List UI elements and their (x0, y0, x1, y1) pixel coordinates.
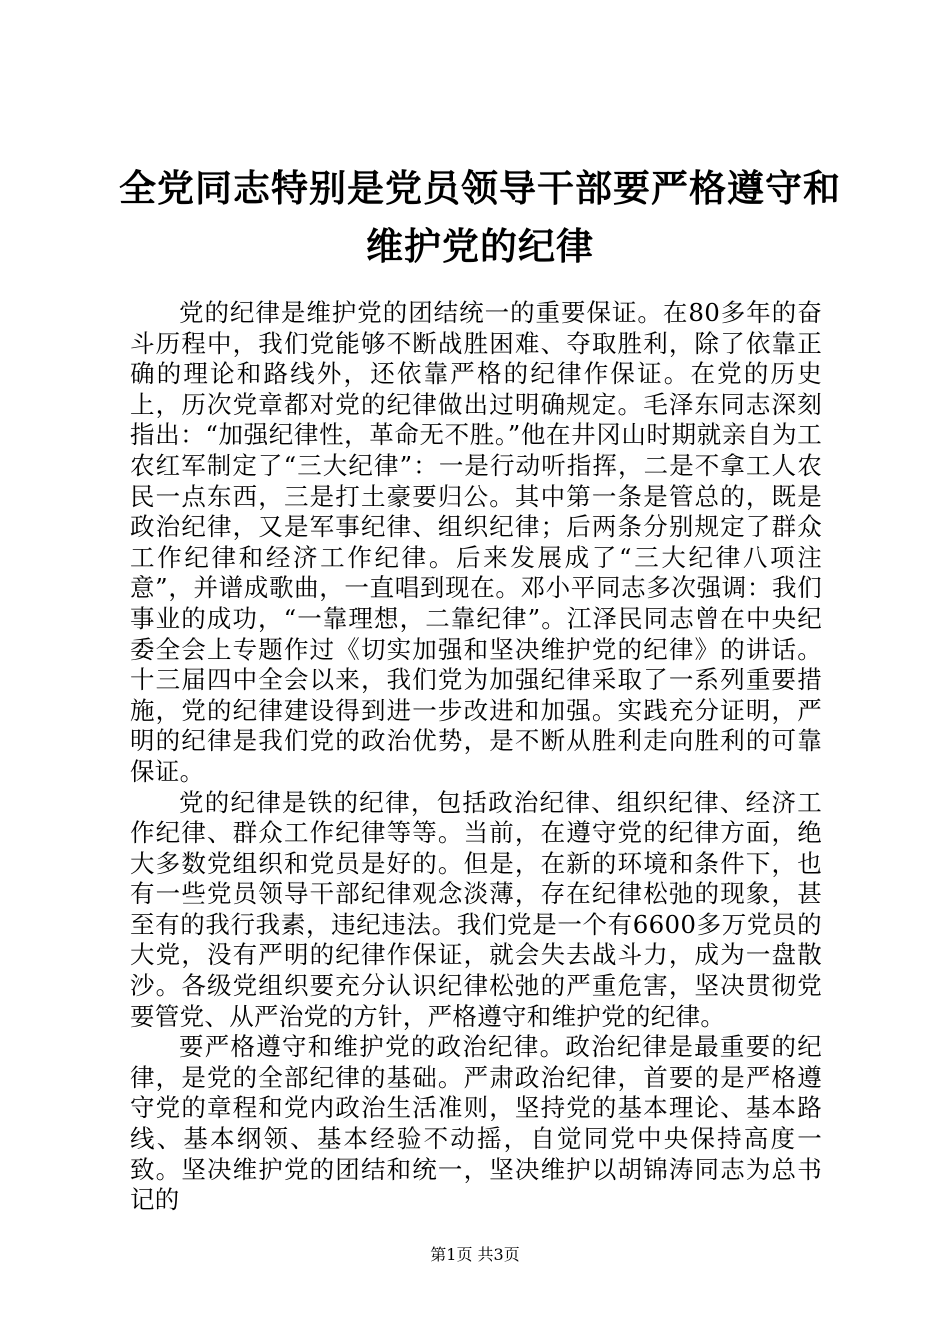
paragraph: 要严格遵守和维护党的政治纪律。政治纪律是最重要的纪律，是党的全部纪律的基础。严肃政治纪律，首要的是严格遵守党的章程和党内政治生活准则，坚持党的基本理论、基本路线、基本纲领、基本经验不动摇，自觉同党中央保持高度一致。坚决维护党的团结和统一，坚决维护以胡锦涛同志为总书记的 (130, 1032, 822, 1215)
document-body (130, 298, 822, 1216)
paragraph: 党的纪律是维护党的团结统一的重要保证。在80多年的奋斗历程中，我们党能够不断战胜困难、夺取胜利，除了依靠正确的理论和路线外，还依靠严格的纪律作保证。在党的历史上，历次党章都对党的纪律做出过明确规定。毛泽东同志深刻指出：“加强纪律性，革命无不胜。”他在井冈山时期就亲自为工农红军制定了“三大纪律”：一是行动听指挥，二是不拿工人农民一点东西，三是打土豪要归公。其中第一条是管总的，既是政治纪律，又是军事纪律、组织纪律；后两条分别规定了群众工作纪律和经济工作纪律。后来发展成了“三大纪律八项注意”，并谱成歌曲，一直唱到现在。邓小平同志多次强调：我们事业的成功，“一靠理想，二靠纪律”。江泽民同志曾在中央纪委全会上专题作过《切实加强和坚决维护党的纪律》的讲话。十三届四中全会以来，我们党为加强纪律采取了一系列重要措施，党的纪律建设得到进一步改进和加强。实践充分证明，严明的纪律是我们党的政治优势，是不断从胜利走向胜利的可靠保证。 (130, 298, 822, 786)
document-title: 全党同志特别是党员领导干部要严格遵守和维护党的纪律 (119, 167, 841, 268)
paragraph: 党的纪律是铁的纪律，包括政治纪律、组织纪律、经济工作纪律、群众工作纪律等等。当前，在遵守党的纪律方面，绝大多数党组织和党员是好的。但是，在新的环境和条件下，也有一些党员领导干部纪律观念淡薄，存在纪律松弛的现象，甚至有的我行我素，违纪违法。我们党是一个有6600多万党员的大党，没有严明的纪律作保证，就会失去战斗力，成为一盘散沙。各级党组织要充分认识纪律松弛的严重危害，坚决贯彻党要管党、从严治党的方针，严格遵守和维护党的纪律。 (130, 787, 822, 1031)
page-number-footer: 第1页 共3页 (430, 1245, 520, 1264)
